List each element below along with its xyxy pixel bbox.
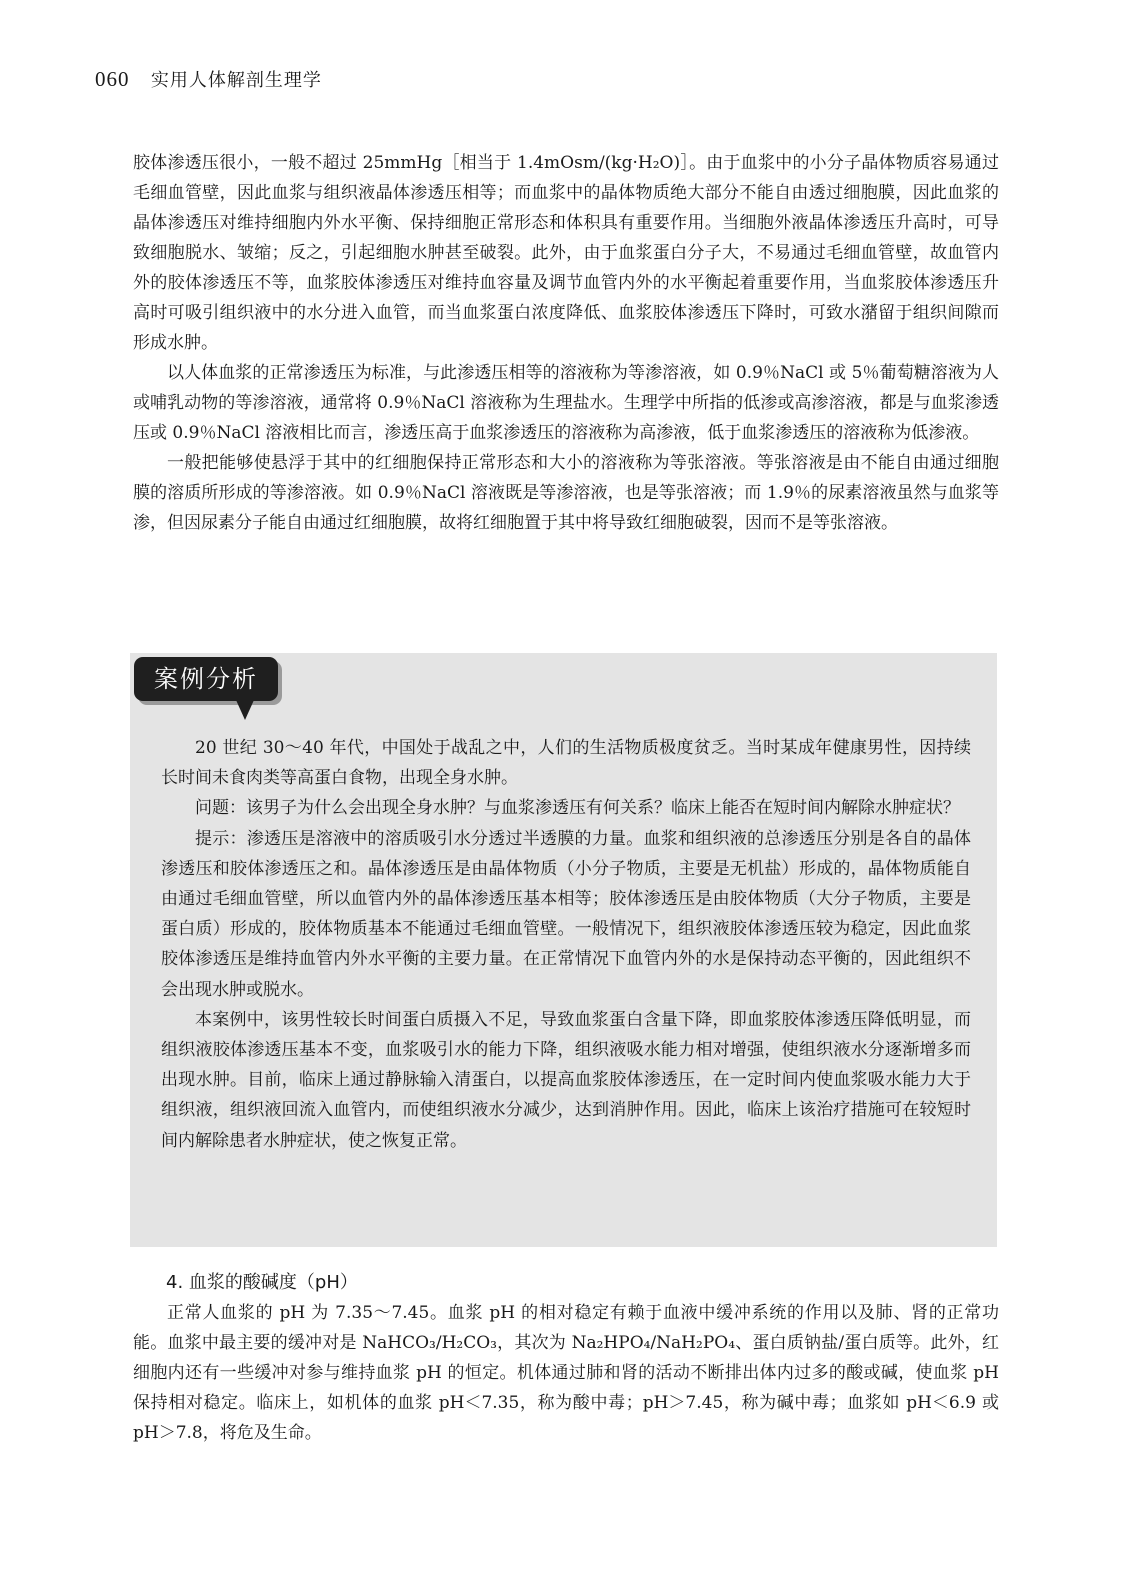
section-4-text	[133, 1298, 999, 1448]
book-title: 实用人体解剖生理学	[150, 70, 322, 91]
case-paragraph-1: 20 世纪 30～40 年代，中国处于战乱之中，人们的生活物质极度贫乏。当时某成年健康男性，因持续长时间未食肉类等高蛋白食物，出现全身水肿。	[161, 738, 971, 789]
case-paragraph-4: 本案例中，该男性较长时间蛋白质摄入不足，导致血浆蛋白含量下降，即血浆胶体渗透压降低明显，而组织液胶体渗透压基本不变，血浆吸引水的能力下降，组织液吸水能力相对增强，使组织液水分逐渐增多而出现水肿。目前，临床上通过静脉输入清蛋白，以提高血浆胶体渗透压，在一定时间内使血浆吸水能力大于组织液，组织液回流入血管内，而使组织液水分减少，达到消肿作用。因此，临床上该治疗措施可在较短时间内解除患者水肿症状，使之恢复正常。	[161, 1009, 971, 1151]
intro-text	[133, 148, 999, 538]
speech-bubble-tail-icon	[236, 700, 254, 720]
page-header	[95, 66, 322, 92]
intro-paragraph-1: 胶体渗透压很小，一般不超过 25mmHg［相当于 1.4mOsm/(kg·H₂O)］。由于血浆中的小分子晶体物质容易通过毛细血管壁，因此血浆与组织液晶体渗透压相等；而血浆中的晶体物质绝大部分不能自由透过细胞膜，因此血浆的晶体渗透压对维持细胞内外水平衡、保持细胞正常形态和体积具有重要作用。当细胞外液晶体渗透压升高时，可导致细胞脱水、皱缩；反之，引起细胞水肿甚至破裂。此外，由于血浆蛋白分子大，不易通过毛细血管壁，故血管内外的胶体渗透压不等，血浆胶体渗透压对维持血容量及调节血管内外的水平衡起着重要作用，当血浆胶体渗透压升高时可吸引组织液中的水分进入血管，而当血浆蛋白浓度降低、血浆胶体渗透压下降时，可致水潴留于组织间隙而形成水肿。	[133, 153, 999, 353]
case-question: 问题：该男子为什么会出现全身水肿？与血浆渗透压有何关系？临床上能否在短时间内解除水肿症状？	[195, 798, 960, 819]
intro-paragraph-2: 以人体血浆的正常渗透压为标准，与此渗透压相等的溶液称为等渗溶液，如 0.9％NaCl 或 5％葡萄糖溶液为人或哺乳动物的等渗溶液，通常将 0.9％NaCl 溶液称为生理盐水。生理学中所指的低渗或高渗溶液，都是与血浆渗透压或 0.9％NaCl 溶液相比而言，渗透压高于血浆渗透压的溶液称为高渗液，低于血浆渗透压的溶液称为低渗液。	[133, 363, 999, 443]
page-number: 060	[95, 67, 130, 91]
case-hint: 提示：渗透压是溶液中的溶质吸引水分透过半透膜的力量。血浆和组织液的总渗透压分别是各自的晶体渗透压和胶体渗透压之和。晶体渗透压是由晶体物质（小分子物质，主要是无机盐）形成的，晶体物质能自由通过毛细血管壁，所以血管内外的晶体渗透压基本相等；胶体渗透压是由胶体物质（大分子物质，主要是蛋白质）形成的，胶体物质基本不能通过毛细血管壁。一般情况下，组织液胶体渗透压较为稳定，因此血浆胶体渗透压是维持血管内外水平衡的主要力量。在正常情况下血管内外的水是保持动态平衡的，因此组织不会出现水肿或脱水。	[161, 828, 971, 1000]
case-analysis-text	[161, 733, 971, 1156]
section-heading: 4. 血浆的酸碱度（pH）	[166, 1272, 358, 1293]
section-4-paragraph: 正常人血浆的 pH 为 7.35～7.45。血浆 pH 的相对稳定有赖于血液中缓冲系统的作用以及肺、肾的正常功能。血浆中最主要的缓冲对是 NaHCO₃/H₂CO₃，其次为 Na₂HPO₄/NaH₂PO₄、蛋白质钠盐/蛋白质等。此外，红细胞内还有一些缓冲对参与维持血浆 pH 的恒定。机体通过肺和肾的活动不断排出体内过多的酸或碱，使血浆 pH 保持相对稳定。临床上，如机体的血浆 pH＜7.35，称为酸中毒；pH＞7.45，称为碱中毒；血浆如 pH＜6.9 或 pH＞7.8，将危及生命。	[133, 1303, 999, 1443]
case-analysis-tag: 案例分析	[134, 657, 278, 701]
intro-paragraph-3: 一般把能够使悬浮于其中的红细胞保持正常形态和大小的溶液称为等张溶液。等张溶液是由不能自由通过细胞膜的溶质所形成的等渗溶液。如 0.9％NaCl 溶液既是等渗溶液，也是等张溶液；而 1.9％的尿素溶液虽然与血浆等渗，但因尿素分子能自由通过红细胞膜，故将红细胞置于其中将导致红细胞破裂，因而不是等张溶液。	[133, 453, 999, 533]
